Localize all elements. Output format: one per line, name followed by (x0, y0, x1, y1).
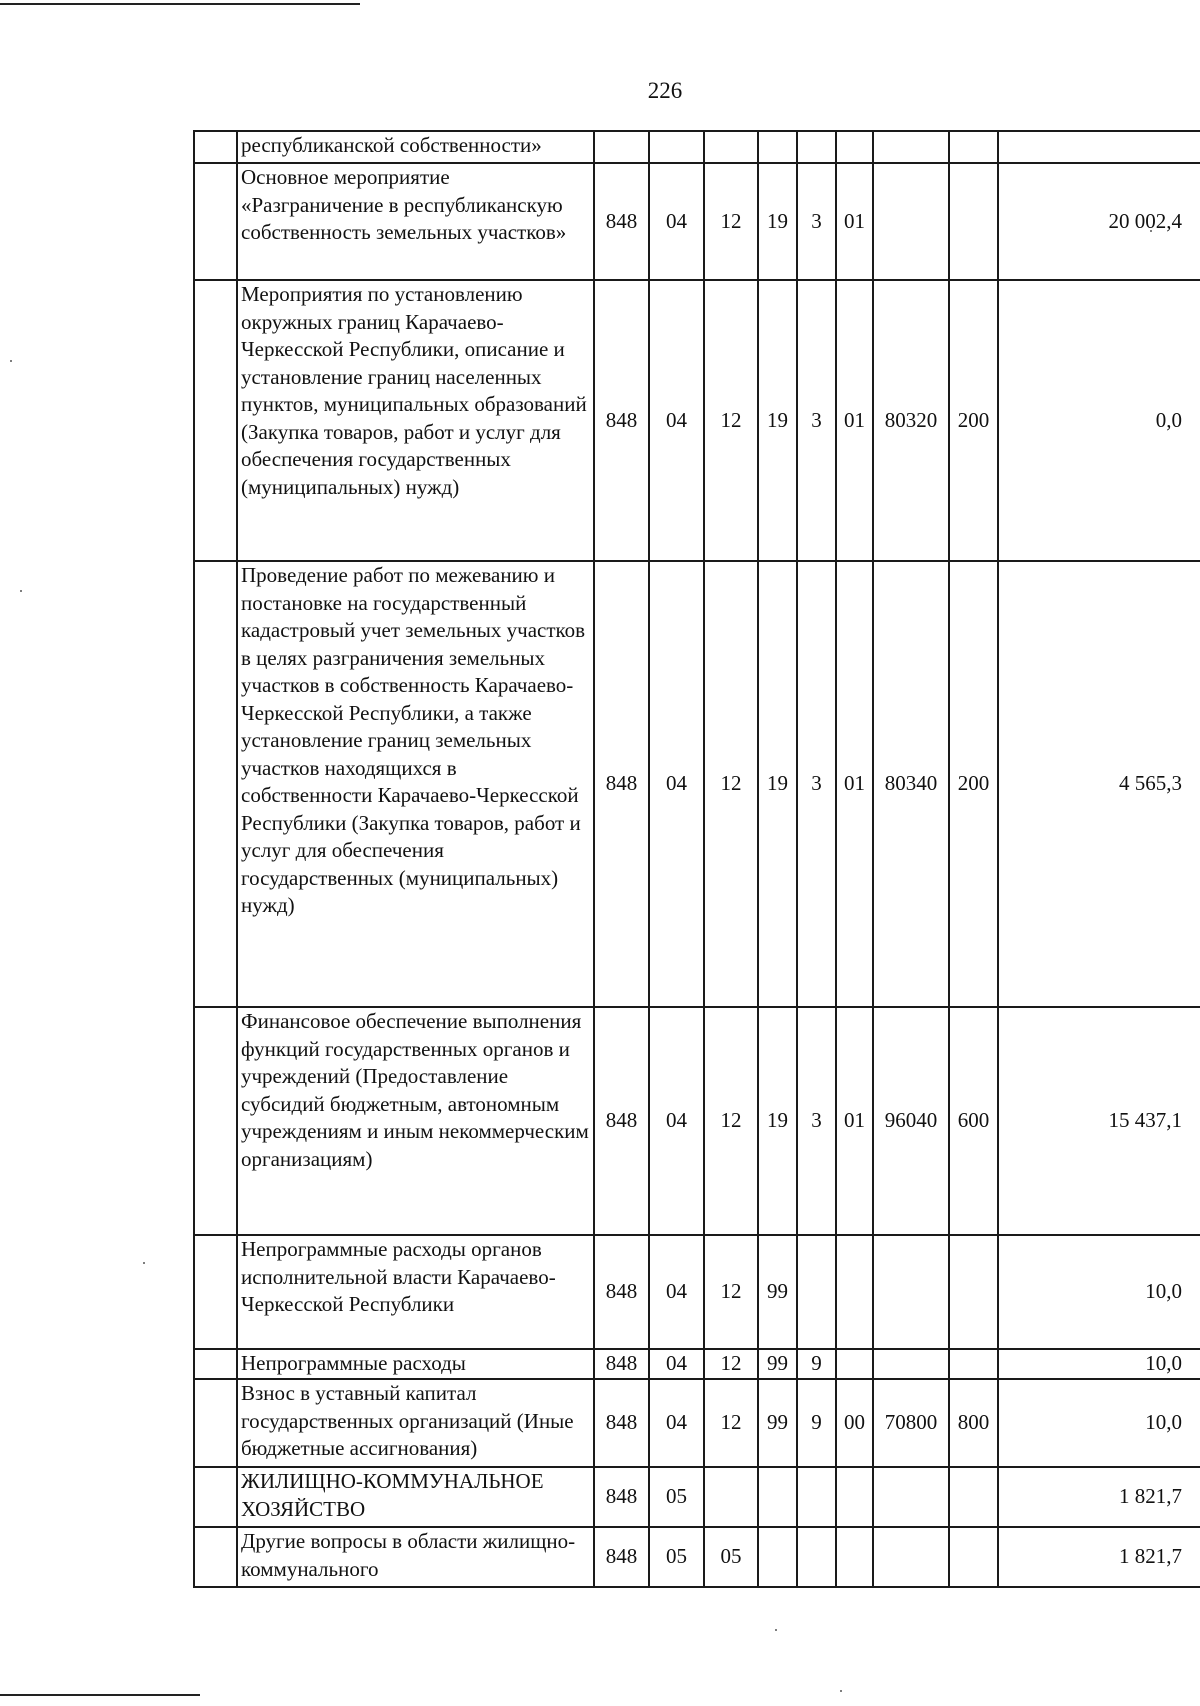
expense-name-cell: Непрограммные расходы органов исполнительной власти Карачаево-Черкесской Республики (237, 1235, 594, 1349)
amount-cell: 15 437,1 (998, 1007, 1200, 1235)
expense-name-cell: Непрограммные расходы (237, 1349, 594, 1379)
ministry-code-cell: 848 (594, 1527, 649, 1587)
subprogram-code-cell: 9 (797, 1349, 836, 1379)
subsection-code-cell: 12 (704, 561, 758, 1007)
subsection-code-cell: 12 (704, 1007, 758, 1235)
subprogram-code-cell (797, 131, 836, 163)
scan-speck (775, 1629, 777, 1631)
subprogram-code-cell: 3 (797, 561, 836, 1007)
section-code-cell: 05 (649, 1527, 704, 1587)
amount-cell: 4 565,3 (998, 561, 1200, 1007)
expense-name-cell: ЖИЛИЩНО-КОММУНАЛЬНОЕ ХОЗЯЙСТВО (237, 1467, 594, 1527)
direction-code-cell (873, 1349, 949, 1379)
expense-type-cell: 600 (949, 1007, 998, 1235)
section-code-cell: 04 (649, 1379, 704, 1467)
subprogram-code-cell: 3 (797, 163, 836, 280)
expense-type-cell (949, 1349, 998, 1379)
expense-type-cell (949, 1235, 998, 1349)
subprogram-code-cell: 3 (797, 280, 836, 561)
subsection-code-cell: 12 (704, 163, 758, 280)
expense-type-cell: 800 (949, 1379, 998, 1467)
program-code-cell: 99 (758, 1379, 797, 1467)
expense-type-cell (949, 163, 998, 280)
subsection-code-cell: 12 (704, 1349, 758, 1379)
ministry-code-cell: 848 (594, 1379, 649, 1467)
section-code-cell: 04 (649, 1007, 704, 1235)
section-code-cell: 05 (649, 1467, 704, 1527)
amount-cell: 1 821,7 (998, 1467, 1200, 1527)
expense-name-cell: Мероприятия по установлению окружных границ Карачаево-Черкесской Республики, описание и установление границ населенных пунктов, муниципальных образований (Закупка товаров, работ и услуг для обеспечения государственных (муниципальных) нужд) (237, 280, 594, 561)
section-code-cell: 04 (649, 561, 704, 1007)
subsection-code-cell (704, 1467, 758, 1527)
direction-code-cell (873, 1467, 949, 1527)
amount-cell: 10,0 (998, 1235, 1200, 1349)
direction-code-cell (873, 163, 949, 280)
subsection-code-cell: 12 (704, 1235, 758, 1349)
row-blank-cell (194, 1379, 237, 1467)
event-code-cell: 01 (836, 1007, 873, 1235)
ministry-code-cell: 848 (594, 1007, 649, 1235)
direction-code-cell: 80340 (873, 561, 949, 1007)
event-code-cell (836, 1235, 873, 1349)
expense-name-cell: Взнос в уставный капитал государственных организаций (Иные бюджетные ассигнования) (237, 1379, 594, 1467)
expense-type-cell: 200 (949, 561, 998, 1007)
row-blank-cell (194, 163, 237, 280)
program-code-cell: 99 (758, 1349, 797, 1379)
subprogram-code-cell (797, 1235, 836, 1349)
subprogram-code-cell: 9 (797, 1379, 836, 1467)
table-row (194, 131, 1200, 163)
event-code-cell: 01 (836, 561, 873, 1007)
row-blank-cell (194, 1349, 237, 1379)
program-code-cell: 99 (758, 1235, 797, 1349)
expense-name-cell: Финансовое обеспечение выполнения функций государственных органов и учреждений (Предоставление субсидий бюджетным, автономным учреждениям и иным некоммерческим организациям) (237, 1007, 594, 1235)
table-row (194, 1379, 1200, 1467)
row-blank-cell (194, 561, 237, 1007)
row-blank-cell (194, 1235, 237, 1349)
expense-type-cell: 200 (949, 280, 998, 561)
direction-code-cell: 80320 (873, 280, 949, 561)
event-code-cell: 01 (836, 280, 873, 561)
direction-code-cell: 70800 (873, 1379, 949, 1467)
program-code-cell (758, 1467, 797, 1527)
event-code-cell (836, 1527, 873, 1587)
program-code-cell: 19 (758, 561, 797, 1007)
amount-cell: 1 821,7 (998, 1527, 1200, 1587)
ministry-code-cell: 848 (594, 1349, 649, 1379)
ministry-code-cell: 848 (594, 163, 649, 280)
ministry-code-cell: 848 (594, 1235, 649, 1349)
subprogram-code-cell: 3 (797, 1007, 836, 1235)
row-blank-cell (194, 1467, 237, 1527)
ministry-code-cell: 848 (594, 280, 649, 561)
scan-speck (840, 1690, 842, 1692)
budget-table (193, 130, 1200, 1588)
row-blank-cell (194, 280, 237, 561)
expense-type-cell (949, 131, 998, 163)
table-row (194, 280, 1200, 561)
event-code-cell: 01 (836, 163, 873, 280)
expense-name-cell: Другие вопросы в области жилищно-коммунального (237, 1527, 594, 1587)
table-row (194, 1349, 1200, 1379)
table-row (194, 561, 1200, 1007)
scan-speck (143, 1262, 145, 1264)
subsection-code-cell: 05 (704, 1527, 758, 1587)
expense-name-cell: Проведение работ по межеванию и постановке на государственный кадастровый учет земельных участков в целях разграничения земельных участков в собственность Карачаево-Черкесской Республики, а также установление границ земельных участков находящихся в собственности Карачаево-Черкесской Республики (Закупка товаров, работ и услуг для обеспечения государственных (муниципальных) нужд) (237, 561, 594, 1007)
subsection-code-cell (704, 131, 758, 163)
subsection-code-cell: 12 (704, 280, 758, 561)
table-row (194, 163, 1200, 280)
scan-speck (20, 590, 22, 592)
budget-table-body (194, 131, 1200, 1587)
section-code-cell: 04 (649, 1235, 704, 1349)
scan-edge-line-bottom (0, 1694, 200, 1696)
expense-type-cell (949, 1527, 998, 1587)
scan-speck (10, 360, 12, 362)
table-row (194, 1007, 1200, 1235)
event-code-cell (836, 1349, 873, 1379)
row-blank-cell (194, 1527, 237, 1587)
amount-cell: 10,0 (998, 1349, 1200, 1379)
page-number: 226 (647, 78, 683, 103)
section-code-cell (649, 131, 704, 163)
section-code-cell: 04 (649, 163, 704, 280)
event-code-cell (836, 131, 873, 163)
event-code-cell (836, 1467, 873, 1527)
program-code-cell: 19 (758, 163, 797, 280)
amount-cell: 10,0 (998, 1379, 1200, 1467)
program-code-cell: 19 (758, 1007, 797, 1235)
program-code-cell (758, 131, 797, 163)
direction-code-cell (873, 1235, 949, 1349)
amount-cell: 20 002,4 (998, 163, 1200, 280)
amount-cell (998, 131, 1200, 163)
program-code-cell: 19 (758, 280, 797, 561)
expense-type-cell (949, 1467, 998, 1527)
table-row (194, 1235, 1200, 1349)
expense-name-cell: Основное мероприятие «Разграничение в республиканскую собственность земельных участков» (237, 163, 594, 280)
section-code-cell: 04 (649, 280, 704, 561)
direction-code-cell (873, 1527, 949, 1587)
row-blank-cell (194, 131, 237, 163)
amount-cell: 0,0 (998, 280, 1200, 561)
ministry-code-cell: 848 (594, 561, 649, 1007)
scan-edge-line-top (0, 3, 360, 5)
program-code-cell (758, 1527, 797, 1587)
subsection-code-cell: 12 (704, 1379, 758, 1467)
direction-code-cell: 96040 (873, 1007, 949, 1235)
table-row (194, 1467, 1200, 1527)
subprogram-code-cell (797, 1527, 836, 1587)
event-code-cell: 00 (836, 1379, 873, 1467)
subprogram-code-cell (797, 1467, 836, 1527)
row-blank-cell (194, 1007, 237, 1235)
direction-code-cell (873, 131, 949, 163)
table-row (194, 1527, 1200, 1587)
ministry-code-cell (594, 131, 649, 163)
section-code-cell: 04 (649, 1349, 704, 1379)
ministry-code-cell: 848 (594, 1467, 649, 1527)
expense-name-cell: республиканской собственности» (237, 131, 594, 163)
